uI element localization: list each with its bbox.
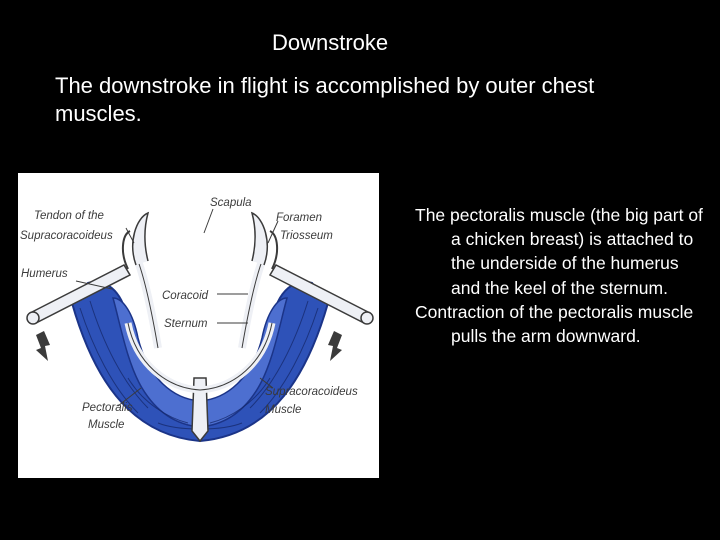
label-tendon-line1: Tendon of the [34, 210, 104, 222]
explanation-paragraph-2: Contraction of the pectoralis muscle pulls the arm downward. [415, 301, 694, 347]
humerus-left-head [27, 312, 39, 324]
label-tendon-line2: Supracoracoideus [20, 230, 113, 242]
explanation-paragraph-1: The pectoralis muscle (the big part of a chicken breast) is attached to the underside of the humerus and the keel of the sternum. [415, 205, 703, 298]
slide-title: Downstroke [272, 30, 389, 55]
label-pectoralis-line2: Muscle [88, 419, 125, 431]
arrow-down-left [36, 331, 50, 361]
explanation-text [415, 203, 705, 348]
coracoid-right [242, 261, 262, 348]
label-scapula: Scapula [210, 197, 252, 209]
diagram-svg [18, 173, 379, 478]
tendon-left [123, 231, 130, 269]
intro-text: The downstroke in flight is accomplished by outer chest muscles. [55, 73, 595, 126]
humerus-right-head [361, 312, 373, 324]
label-supracoracoideus-line1: Supracoracoideus [265, 386, 358, 398]
label-coracoid: Coracoid [162, 290, 209, 302]
coracoid-left [138, 261, 158, 348]
arrow-down-right [328, 331, 342, 361]
label-foramen-line2: Triosseum [280, 230, 333, 242]
label-foramen-line1: Foramen [276, 212, 323, 224]
label-pectoralis-line1: Pectoralis [82, 402, 133, 414]
scapula-left [133, 213, 148, 265]
scapula-right [252, 213, 267, 265]
flight-muscle-diagram [18, 173, 379, 478]
label-sternum: Sternum [164, 318, 208, 330]
label-humerus: Humerus [21, 268, 68, 280]
label-supracoracoideus-line2: Muscle [265, 404, 302, 416]
